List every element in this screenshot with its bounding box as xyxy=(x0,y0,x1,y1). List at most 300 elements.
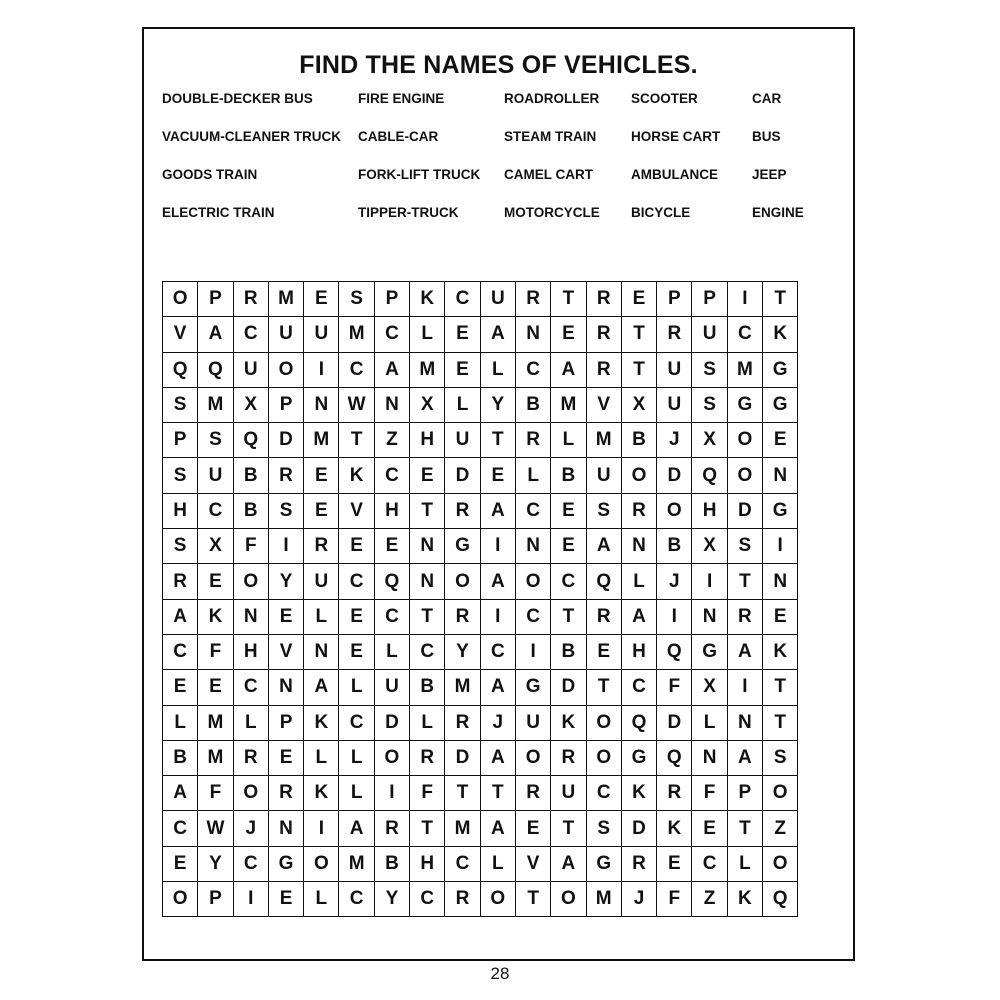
grid-cell[interactable]: R xyxy=(445,705,480,740)
grid-cell[interactable]: I xyxy=(268,529,303,564)
grid-cell[interactable]: U xyxy=(304,564,339,599)
grid-cell[interactable]: R xyxy=(586,317,621,352)
grid-cell[interactable]: C xyxy=(339,882,374,917)
grid-cell[interactable]: D xyxy=(268,423,303,458)
grid-cell[interactable]: O xyxy=(445,564,480,599)
grid-cell[interactable]: O xyxy=(515,740,550,775)
grid-cell[interactable]: C xyxy=(586,776,621,811)
grid-cell[interactable]: R xyxy=(551,740,586,775)
grid-cell[interactable]: O xyxy=(163,282,198,317)
grid-cell[interactable]: Q xyxy=(763,882,798,917)
grid-cell[interactable]: K xyxy=(304,705,339,740)
grid-cell[interactable]: T xyxy=(551,811,586,846)
grid-cell[interactable]: R xyxy=(621,493,656,528)
grid-cell[interactable]: O xyxy=(657,493,692,528)
grid-cell[interactable]: C xyxy=(480,634,515,669)
grid-cell[interactable]: O xyxy=(233,776,268,811)
grid-cell[interactable]: C xyxy=(445,846,480,881)
grid-cell[interactable]: L xyxy=(339,776,374,811)
grid-cell[interactable]: V xyxy=(163,317,198,352)
grid-cell[interactable]: P xyxy=(198,882,233,917)
grid-cell[interactable]: T xyxy=(339,423,374,458)
grid-cell[interactable]: B xyxy=(374,846,409,881)
grid-cell[interactable]: E xyxy=(551,493,586,528)
grid-cell[interactable]: U xyxy=(586,458,621,493)
grid-cell[interactable]: E xyxy=(304,282,339,317)
grid-cell[interactable]: M xyxy=(198,740,233,775)
grid-cell[interactable]: M xyxy=(198,705,233,740)
grid-cell[interactable]: R xyxy=(445,882,480,917)
grid-cell[interactable]: E xyxy=(163,846,198,881)
grid-cell[interactable]: N xyxy=(515,317,550,352)
grid-cell[interactable]: M xyxy=(586,882,621,917)
grid-cell[interactable]: J xyxy=(621,882,656,917)
grid-cell[interactable]: Q xyxy=(233,423,268,458)
grid-cell[interactable]: K xyxy=(339,458,374,493)
grid-cell[interactable]: D xyxy=(551,670,586,705)
grid-cell[interactable]: T xyxy=(515,882,550,917)
grid-cell[interactable]: F xyxy=(657,670,692,705)
grid-cell[interactable]: B xyxy=(233,493,268,528)
grid-cell[interactable]: I xyxy=(480,529,515,564)
grid-cell[interactable]: K xyxy=(551,705,586,740)
grid-cell[interactable]: S xyxy=(163,458,198,493)
grid-cell[interactable]: U xyxy=(515,705,550,740)
grid-cell[interactable]: C xyxy=(621,670,656,705)
grid-cell[interactable]: P xyxy=(268,387,303,422)
grid-cell[interactable]: O xyxy=(515,564,550,599)
grid-cell[interactable]: C xyxy=(410,634,445,669)
grid-cell[interactable]: A xyxy=(551,352,586,387)
grid-cell[interactable]: C xyxy=(374,317,409,352)
grid-cell[interactable]: H xyxy=(410,846,445,881)
grid-cell[interactable]: O xyxy=(727,458,762,493)
grid-cell[interactable]: T xyxy=(551,282,586,317)
grid-cell[interactable]: E xyxy=(551,317,586,352)
grid-cell[interactable]: G xyxy=(621,740,656,775)
grid-cell[interactable]: M xyxy=(445,811,480,846)
grid-cell[interactable]: Y xyxy=(198,846,233,881)
grid-cell[interactable]: K xyxy=(763,634,798,669)
grid-cell[interactable]: A xyxy=(339,811,374,846)
grid-cell[interactable]: O xyxy=(586,740,621,775)
grid-cell[interactable]: F xyxy=(198,776,233,811)
grid-cell[interactable]: B xyxy=(163,740,198,775)
grid-cell[interactable]: V xyxy=(339,493,374,528)
grid-cell[interactable]: E xyxy=(374,529,409,564)
grid-cell[interactable]: M xyxy=(339,846,374,881)
grid-cell[interactable]: N xyxy=(304,634,339,669)
grid-cell[interactable]: Z xyxy=(374,423,409,458)
grid-cell[interactable]: X xyxy=(198,529,233,564)
grid-cell[interactable]: S xyxy=(692,352,727,387)
grid-cell[interactable]: N xyxy=(727,705,762,740)
grid-cell[interactable]: T xyxy=(480,423,515,458)
grid-cell[interactable]: U xyxy=(657,387,692,422)
grid-cell[interactable]: A xyxy=(551,846,586,881)
grid-cell[interactable]: P xyxy=(198,282,233,317)
grid-cell[interactable]: I xyxy=(233,882,268,917)
grid-cell[interactable]: I xyxy=(304,352,339,387)
grid-cell[interactable]: S xyxy=(727,529,762,564)
grid-cell[interactable]: P xyxy=(657,282,692,317)
grid-cell[interactable]: E xyxy=(268,599,303,634)
grid-cell[interactable]: E xyxy=(692,811,727,846)
grid-cell[interactable]: B xyxy=(657,529,692,564)
grid-cell[interactable]: L xyxy=(551,423,586,458)
grid-cell[interactable]: A xyxy=(586,529,621,564)
grid-cell[interactable]: R xyxy=(445,493,480,528)
grid-cell[interactable]: H xyxy=(692,493,727,528)
grid-cell[interactable]: Y xyxy=(445,634,480,669)
grid-cell[interactable]: R xyxy=(304,529,339,564)
grid-cell[interactable]: O xyxy=(163,882,198,917)
grid-cell[interactable]: K xyxy=(621,776,656,811)
grid-cell[interactable]: E xyxy=(339,599,374,634)
grid-cell[interactable]: Q xyxy=(692,458,727,493)
grid-cell[interactable]: X xyxy=(410,387,445,422)
grid-cell[interactable]: B xyxy=(233,458,268,493)
grid-cell[interactable]: E xyxy=(339,634,374,669)
grid-cell[interactable]: A xyxy=(480,740,515,775)
grid-cell[interactable]: L xyxy=(515,458,550,493)
grid-cell[interactable]: B xyxy=(410,670,445,705)
grid-cell[interactable]: Y xyxy=(374,882,409,917)
grid-cell[interactable]: P xyxy=(692,282,727,317)
grid-cell[interactable]: Y xyxy=(268,564,303,599)
grid-cell[interactable]: X xyxy=(692,423,727,458)
grid-cell[interactable]: S xyxy=(339,282,374,317)
grid-cell[interactable]: R xyxy=(621,846,656,881)
grid-cell[interactable]: O xyxy=(763,776,798,811)
grid-cell[interactable]: I xyxy=(374,776,409,811)
grid-cell[interactable]: X xyxy=(692,529,727,564)
grid-cell[interactable]: C xyxy=(233,317,268,352)
grid-cell[interactable]: K xyxy=(198,599,233,634)
grid-cell[interactable]: C xyxy=(163,811,198,846)
grid-cell[interactable]: Z xyxy=(692,882,727,917)
grid-cell[interactable]: I xyxy=(480,599,515,634)
grid-cell[interactable]: H xyxy=(163,493,198,528)
grid-cell[interactable]: S xyxy=(586,811,621,846)
grid-cell[interactable]: A xyxy=(480,564,515,599)
grid-cell[interactable]: M xyxy=(304,423,339,458)
grid-cell[interactable]: F xyxy=(233,529,268,564)
grid-cell[interactable]: O xyxy=(551,882,586,917)
grid-cell[interactable]: N xyxy=(410,529,445,564)
grid-cell[interactable]: T xyxy=(410,811,445,846)
grid-cell[interactable]: B xyxy=(515,387,550,422)
grid-cell[interactable]: T xyxy=(763,705,798,740)
grid-cell[interactable]: A xyxy=(480,670,515,705)
grid-cell[interactable]: J xyxy=(657,564,692,599)
grid-cell[interactable]: K xyxy=(763,317,798,352)
grid-cell[interactable]: L xyxy=(410,705,445,740)
grid-cell[interactable]: E xyxy=(304,458,339,493)
grid-cell[interactable]: C xyxy=(515,599,550,634)
grid-cell[interactable]: A xyxy=(480,317,515,352)
grid-cell[interactable]: C xyxy=(339,564,374,599)
grid-cell[interactable]: S xyxy=(163,529,198,564)
grid-cell[interactable]: R xyxy=(657,776,692,811)
grid-cell[interactable]: E xyxy=(621,282,656,317)
grid-cell[interactable]: U xyxy=(480,282,515,317)
grid-cell[interactable]: L xyxy=(410,317,445,352)
grid-cell[interactable]: O xyxy=(586,705,621,740)
grid-cell[interactable]: C xyxy=(692,846,727,881)
grid-cell[interactable]: N xyxy=(304,387,339,422)
grid-cell[interactable]: I xyxy=(763,529,798,564)
grid-cell[interactable]: R xyxy=(657,317,692,352)
grid-cell[interactable]: S xyxy=(268,493,303,528)
grid-cell[interactable]: S xyxy=(163,387,198,422)
grid-cell[interactable]: G xyxy=(445,529,480,564)
grid-cell[interactable]: U xyxy=(374,670,409,705)
grid-cell[interactable]: X xyxy=(621,387,656,422)
grid-cell[interactable]: G xyxy=(763,352,798,387)
grid-cell[interactable]: O xyxy=(727,423,762,458)
grid-cell[interactable]: V xyxy=(515,846,550,881)
grid-cell[interactable]: V xyxy=(586,387,621,422)
grid-cell[interactable]: T xyxy=(410,493,445,528)
grid-cell[interactable]: L xyxy=(339,670,374,705)
grid-cell[interactable]: T xyxy=(621,317,656,352)
grid-cell[interactable]: S xyxy=(692,387,727,422)
grid-cell[interactable]: F xyxy=(410,776,445,811)
grid-cell[interactable]: C xyxy=(339,705,374,740)
grid-cell[interactable]: U xyxy=(304,317,339,352)
grid-cell[interactable]: I xyxy=(304,811,339,846)
grid-cell[interactable]: L xyxy=(374,634,409,669)
grid-cell[interactable]: N xyxy=(692,599,727,634)
grid-cell[interactable]: N xyxy=(763,564,798,599)
grid-cell[interactable]: A xyxy=(374,352,409,387)
grid-cell[interactable]: N xyxy=(410,564,445,599)
grid-cell[interactable]: O xyxy=(233,564,268,599)
grid-cell[interactable]: T xyxy=(727,811,762,846)
grid-cell[interactable]: C xyxy=(339,352,374,387)
grid-cell[interactable]: G xyxy=(692,634,727,669)
grid-cell[interactable]: A xyxy=(163,776,198,811)
grid-cell[interactable]: D xyxy=(621,811,656,846)
grid-cell[interactable]: T xyxy=(586,670,621,705)
grid-cell[interactable]: N xyxy=(268,670,303,705)
grid-cell[interactable]: L xyxy=(692,705,727,740)
grid-cell[interactable]: A xyxy=(304,670,339,705)
grid-cell[interactable]: N xyxy=(515,529,550,564)
grid-cell[interactable]: I xyxy=(515,634,550,669)
grid-cell[interactable]: I xyxy=(727,670,762,705)
grid-cell[interactable]: M xyxy=(551,387,586,422)
grid-cell[interactable]: N xyxy=(621,529,656,564)
grid-cell[interactable]: L xyxy=(621,564,656,599)
grid-cell[interactable]: R xyxy=(515,282,550,317)
grid-cell[interactable]: U xyxy=(198,458,233,493)
grid-cell[interactable]: A xyxy=(480,811,515,846)
grid-cell[interactable]: R xyxy=(233,740,268,775)
grid-cell[interactable]: M xyxy=(198,387,233,422)
grid-cell[interactable]: I xyxy=(657,599,692,634)
grid-cell[interactable]: C xyxy=(163,634,198,669)
grid-cell[interactable]: Q xyxy=(657,740,692,775)
grid-cell[interactable]: E xyxy=(657,846,692,881)
grid-cell[interactable]: P xyxy=(374,282,409,317)
grid-cell[interactable]: P xyxy=(163,423,198,458)
grid-cell[interactable]: J xyxy=(657,423,692,458)
grid-cell[interactable]: L xyxy=(304,882,339,917)
grid-cell[interactable]: A xyxy=(727,740,762,775)
grid-cell[interactable]: D xyxy=(374,705,409,740)
grid-cell[interactable]: T xyxy=(621,352,656,387)
grid-cell[interactable]: A xyxy=(480,493,515,528)
grid-cell[interactable]: M xyxy=(339,317,374,352)
grid-cell[interactable]: E xyxy=(445,352,480,387)
grid-cell[interactable]: G xyxy=(515,670,550,705)
grid-cell[interactable]: G xyxy=(268,846,303,881)
grid-cell[interactable]: R xyxy=(268,776,303,811)
grid-cell[interactable]: K xyxy=(304,776,339,811)
grid-cell[interactable]: R xyxy=(268,458,303,493)
grid-cell[interactable]: R xyxy=(445,599,480,634)
grid-cell[interactable]: M xyxy=(268,282,303,317)
grid-cell[interactable]: D xyxy=(657,705,692,740)
grid-cell[interactable]: J xyxy=(480,705,515,740)
grid-cell[interactable]: I xyxy=(692,564,727,599)
grid-cell[interactable]: Q xyxy=(374,564,409,599)
grid-cell[interactable]: F xyxy=(657,882,692,917)
grid-cell[interactable]: L xyxy=(163,705,198,740)
grid-cell[interactable]: R xyxy=(586,352,621,387)
grid-cell[interactable]: C xyxy=(515,493,550,528)
grid-cell[interactable]: P xyxy=(727,776,762,811)
grid-cell[interactable]: C xyxy=(445,282,480,317)
grid-cell[interactable]: G xyxy=(763,493,798,528)
grid-cell[interactable]: L xyxy=(339,740,374,775)
grid-cell[interactable]: M xyxy=(445,670,480,705)
grid-cell[interactable]: G xyxy=(586,846,621,881)
grid-cell[interactable]: O xyxy=(621,458,656,493)
grid-cell[interactable]: D xyxy=(727,493,762,528)
grid-cell[interactable]: U xyxy=(445,423,480,458)
grid-cell[interactable]: E xyxy=(515,811,550,846)
grid-cell[interactable]: H xyxy=(374,493,409,528)
grid-cell[interactable]: D xyxy=(657,458,692,493)
grid-cell[interactable]: L xyxy=(480,352,515,387)
grid-cell[interactable]: M xyxy=(410,352,445,387)
grid-cell[interactable]: E xyxy=(268,740,303,775)
grid-cell[interactable]: E xyxy=(339,529,374,564)
grid-cell[interactable]: E xyxy=(304,493,339,528)
grid-cell[interactable]: R xyxy=(586,599,621,634)
grid-cell[interactable]: S xyxy=(198,423,233,458)
grid-cell[interactable]: Z xyxy=(763,811,798,846)
grid-cell[interactable]: O xyxy=(480,882,515,917)
grid-cell[interactable]: M xyxy=(586,423,621,458)
grid-cell[interactable]: X xyxy=(692,670,727,705)
grid-cell[interactable]: M xyxy=(727,352,762,387)
grid-cell[interactable]: C xyxy=(551,564,586,599)
grid-cell[interactable]: S xyxy=(586,493,621,528)
grid-cell[interactable]: R xyxy=(410,740,445,775)
grid-cell[interactable]: E xyxy=(763,599,798,634)
grid-cell[interactable]: Y xyxy=(480,387,515,422)
grid-cell[interactable]: K xyxy=(410,282,445,317)
grid-cell[interactable]: H xyxy=(410,423,445,458)
grid-cell[interactable]: G xyxy=(727,387,762,422)
grid-cell[interactable]: Q xyxy=(657,634,692,669)
grid-cell[interactable]: U xyxy=(692,317,727,352)
grid-cell[interactable]: G xyxy=(763,387,798,422)
grid-cell[interactable]: E xyxy=(198,670,233,705)
grid-cell[interactable]: V xyxy=(268,634,303,669)
grid-cell[interactable]: R xyxy=(727,599,762,634)
grid-cell[interactable]: R xyxy=(515,776,550,811)
grid-cell[interactable]: E xyxy=(410,458,445,493)
grid-cell[interactable]: E xyxy=(445,317,480,352)
grid-cell[interactable]: R xyxy=(374,811,409,846)
grid-cell[interactable]: L xyxy=(304,599,339,634)
grid-cell[interactable]: Q xyxy=(198,352,233,387)
grid-cell[interactable]: N xyxy=(268,811,303,846)
grid-cell[interactable]: W xyxy=(339,387,374,422)
grid-cell[interactable]: U xyxy=(268,317,303,352)
grid-cell[interactable]: H xyxy=(621,634,656,669)
grid-cell[interactable]: E xyxy=(586,634,621,669)
grid-cell[interactable]: R xyxy=(163,564,198,599)
grid-cell[interactable]: P xyxy=(268,705,303,740)
grid-cell[interactable]: C xyxy=(410,882,445,917)
grid-cell[interactable]: U xyxy=(657,352,692,387)
grid-cell[interactable]: C xyxy=(233,670,268,705)
grid-cell[interactable]: R xyxy=(233,282,268,317)
grid-cell[interactable]: T xyxy=(763,282,798,317)
grid-cell[interactable]: H xyxy=(233,634,268,669)
grid-cell[interactable]: N xyxy=(763,458,798,493)
grid-cell[interactable]: K xyxy=(727,882,762,917)
grid-cell[interactable]: C xyxy=(374,599,409,634)
grid-cell[interactable]: L xyxy=(727,846,762,881)
grid-cell[interactable]: L xyxy=(480,846,515,881)
grid-cell[interactable]: W xyxy=(198,811,233,846)
grid-cell[interactable]: T xyxy=(480,776,515,811)
grid-cell[interactable]: O xyxy=(374,740,409,775)
grid-cell[interactable]: Q xyxy=(621,705,656,740)
grid-cell[interactable]: N xyxy=(374,387,409,422)
grid-cell[interactable]: E xyxy=(268,882,303,917)
grid-cell[interactable]: A xyxy=(163,599,198,634)
grid-cell[interactable]: R xyxy=(515,423,550,458)
grid-cell[interactable]: Q xyxy=(586,564,621,599)
grid-cell[interactable]: L xyxy=(445,387,480,422)
grid-cell[interactable]: B xyxy=(621,423,656,458)
grid-cell[interactable]: O xyxy=(268,352,303,387)
grid-cell[interactable]: E xyxy=(163,670,198,705)
grid-cell[interactable]: B xyxy=(551,458,586,493)
grid-cell[interactable]: A xyxy=(621,599,656,634)
grid-cell[interactable]: C xyxy=(374,458,409,493)
grid-cell[interactable]: T xyxy=(445,776,480,811)
grid-cell[interactable]: E xyxy=(551,529,586,564)
grid-cell[interactable]: E xyxy=(763,423,798,458)
grid-cell[interactable]: T xyxy=(410,599,445,634)
grid-cell[interactable]: A xyxy=(198,317,233,352)
grid-cell[interactable]: D xyxy=(445,458,480,493)
grid-cell[interactable]: O xyxy=(304,846,339,881)
grid-cell[interactable]: S xyxy=(763,740,798,775)
grid-cell[interactable]: C xyxy=(198,493,233,528)
grid-cell[interactable]: K xyxy=(657,811,692,846)
grid-cell[interactable]: F xyxy=(198,634,233,669)
